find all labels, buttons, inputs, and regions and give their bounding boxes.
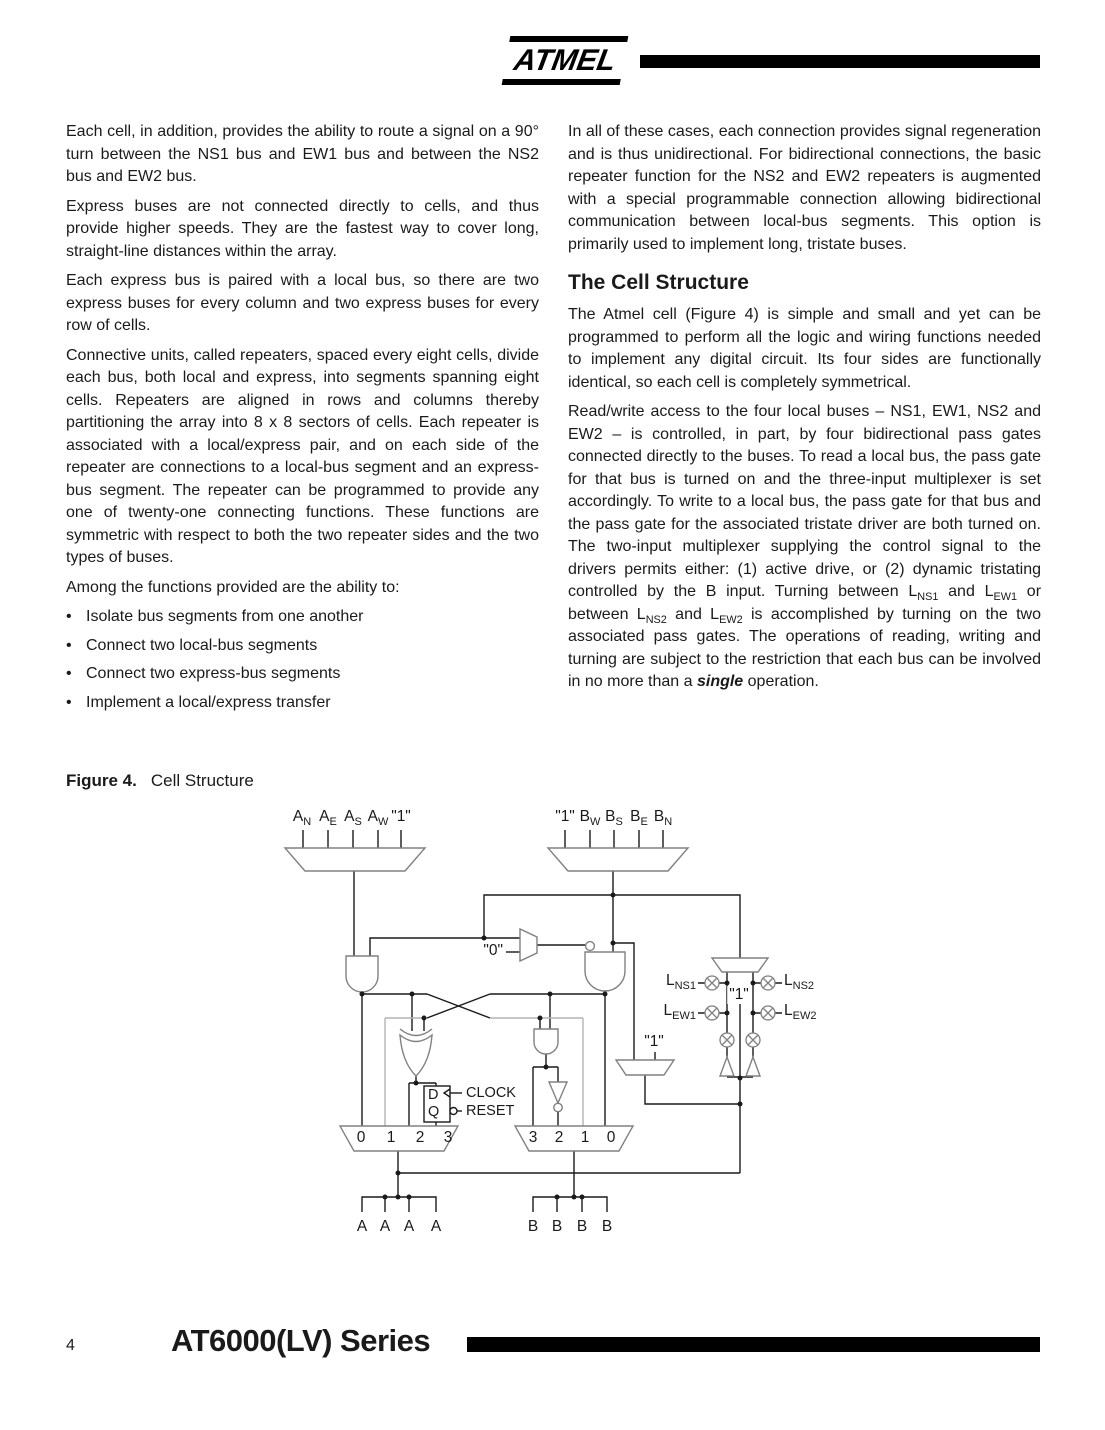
signal-label-lew2: $L_{EW2}$	[784, 1002, 817, 1023]
b-pin-label: B	[576, 1218, 588, 1235]
pass-gate-lns2	[761, 976, 775, 990]
mux-pin-label: 3	[443, 1129, 453, 1146]
mux-pin-label: 0	[356, 1129, 366, 1146]
signal-label-ae: $A_E$	[319, 808, 337, 829]
signal-label-aw: $A_W$	[367, 808, 389, 829]
xor-gate	[400, 1035, 432, 1076]
signal-label-const0: "0"	[483, 942, 503, 959]
signal-label-lns1: $L_{NS1}$	[665, 972, 696, 993]
mux-pin-label: 0	[606, 1129, 616, 1146]
signal-label-bw: $B_W$	[579, 808, 601, 829]
input-mux-a	[285, 848, 425, 871]
and-gate-2	[534, 1029, 558, 1054]
page-number: 4	[66, 1337, 75, 1354]
figure-caption-label: Figure 4.	[66, 771, 137, 790]
nand-gate-b	[585, 952, 625, 991]
paragraph: Connective units, called repeaters, spaced every eight cells, divide each bus, both local and express, into segments spanning eight cells. Repeaters are aligned in rows and columns thereby partitioning the array into 8 x 8 sectors of cells. Each repeater is associated with a local/express pair, and on each side of the repeater are connections to a local-bus segment and an express-bus segment. The repeater can be programmed to provide any one of twenty-one connecting functions. These functions are symmetric with respect to both the two repeater sides and the two types of buses.	[66, 346, 539, 566]
list-item-text: Connect two express-bus segments	[86, 665, 341, 682]
and-gate-a	[346, 956, 378, 992]
mux-pin-label: 2	[554, 1129, 564, 1146]
a-pin-label: A	[430, 1218, 442, 1235]
a-pin-label: A	[379, 1218, 391, 1235]
driver-mux	[712, 958, 768, 972]
dff-q-label: Q	[428, 1104, 440, 1120]
pass-gate-lew2	[761, 1006, 775, 1020]
tristate-buffer-left	[720, 1057, 734, 1076]
list-item-text: Implement a local/express transfer	[86, 693, 331, 711]
dff-reset-bubble	[450, 1108, 457, 1115]
nand-input-bubble	[586, 942, 595, 951]
series-title: AT6000(LV) Series	[171, 1323, 431, 1358]
paragraph: In all of these cases, each connection provides signal regeneration and is thus unidirectional. For bidirectional connections, the basic repeater function for the NS2 and EW2 repeaters is augmented with a special programmable connection allowing bidirectional communication between local-bus segments. This option is primarily used to implement long, tristate buses.	[568, 123, 1041, 253]
list-item-text: Isolate bus segments from one another	[86, 608, 364, 625]
tristate-buffer-right	[746, 1057, 760, 1076]
mux-pin-label: 1	[386, 1129, 396, 1146]
pass-gate-rail-right	[746, 1033, 760, 1047]
b-pin-label: B	[551, 1218, 563, 1235]
bullet-icon: •	[66, 608, 72, 625]
b-pin-label: B	[601, 1218, 613, 1235]
signal-label-lew1: $L_{EW1}$	[663, 1002, 696, 1023]
pass-gate-lns1	[705, 976, 719, 990]
signal-label-as: $A_S$	[344, 808, 362, 829]
const-zero-mux	[520, 929, 537, 961]
signal-label-const1-mux: "1"	[644, 1033, 664, 1050]
pass-gate-rail-left	[720, 1033, 734, 1047]
a-pin-label: A	[403, 1218, 415, 1235]
mux-pin-label: 1	[580, 1129, 590, 1146]
b-pin-label: B	[527, 1218, 539, 1235]
a-pin-label: A	[356, 1218, 368, 1235]
inverter-bubble	[554, 1103, 562, 1111]
signal-label-bn: $B_N$	[653, 808, 673, 829]
footer-rule-bar	[467, 1337, 1040, 1352]
pass-gate-lew1	[705, 1006, 719, 1020]
list-intro: Among the functions provided are the ability to:	[66, 578, 400, 596]
signal-label-const1-b: "1"	[555, 808, 575, 825]
paragraph: Express buses are not connected directly to cells, and thus provide higher speeds. They are the fastest way to cover long, straight-line distances within the array.	[66, 197, 539, 260]
paragraph: The Atmel cell (Figure 4) is simple and small and yet can be programmed to perform all the logic and wiring functions needed to implement any digital circuit. Its four sides are functionally identical, so each cell is completely symmetrical.	[568, 306, 1041, 391]
reset-label: RESET	[466, 1103, 515, 1119]
bullet-icon: •	[66, 693, 72, 711]
clock-label: CLOCK	[466, 1085, 516, 1101]
figure-caption-text: Cell Structure	[150, 771, 254, 790]
signal-label-an: $A_N$	[292, 808, 312, 829]
diagram-components	[285, 848, 768, 1151]
list-item-text: Connect two local-bus segments	[86, 636, 318, 654]
mux-pin-label: 3	[528, 1129, 538, 1146]
tristate-control-mux	[616, 1060, 674, 1075]
dff-d-label: D	[428, 1087, 439, 1103]
inverter-gate	[549, 1082, 567, 1103]
section-heading: The Cell Structure	[568, 271, 749, 294]
signal-label-const1-rails: "1"	[729, 986, 749, 1003]
diagram-wires	[303, 830, 782, 1212]
bullet-icon: •	[66, 665, 72, 682]
bullet-icon: •	[66, 636, 72, 654]
signal-label-bs: $B_S$	[605, 808, 623, 829]
mux-pin-label: 2	[415, 1129, 425, 1146]
xor-gate-input-curve	[400, 1029, 432, 1036]
atmel-logo-text: ATMEL	[511, 43, 619, 77]
paragraph: Read/write access to the four local buses – NS1, EW1, NS2 and EW2 – is controlled, in part, by four bidirectional pass gates connected directly to the buses. To read a local bus, the pass gate for that bus is turned on and the three-input multiplexer is set accordingly. To write to a local bus, the pass gate for that bus and the pass gate for the associated tristate driver are both turned on. The two-input multiplexer supplying the control signal to the drivers permits either: (1) active drive, or (2) dynamic tristating controlled by the B input. Turning between $L_{NS1}$ and $L_{EW1}$ or between $L_{NS2}$ and $L_{EW2}$ is accomplished by turning on the two associated pass gates. The operations of reading, writing and turning are subject to the restriction that each bus can be involved in no more than a single operation.	[568, 403, 1042, 690]
input-mux-b	[548, 848, 688, 871]
paragraph: Each cell, in addition, provides the ability to route a signal on a 90° turn between the NS1 bus and EW1 bus and between the NS2 bus and EW2 bus.	[66, 123, 539, 185]
signal-label-lns2: $L_{NS2}$	[784, 972, 815, 993]
paragraph: Each express bus is paired with a local bus, so there are two express buses for every column and two express buses for every row of cells.	[66, 272, 539, 334]
signal-label-be: $B_E$	[630, 808, 648, 829]
signal-label-const1-a: "1"	[391, 808, 411, 825]
